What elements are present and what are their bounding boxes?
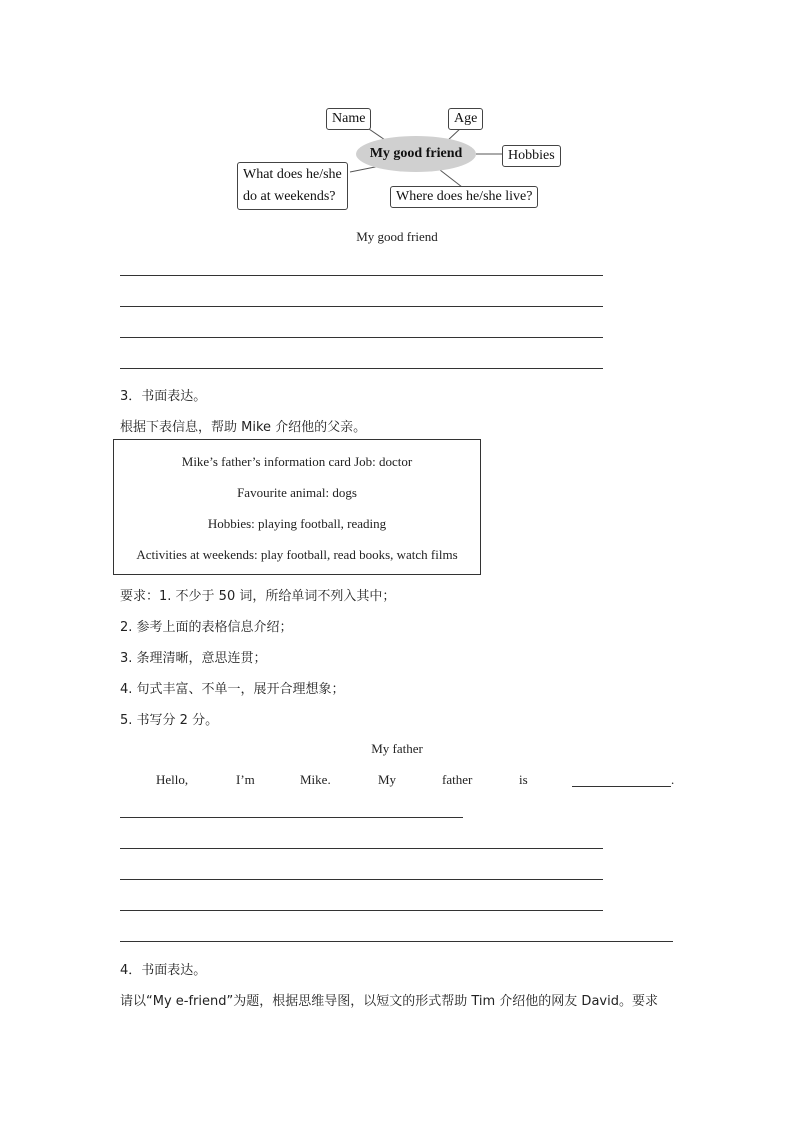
mind-map-name-node: Name xyxy=(326,108,371,130)
opening-period: . xyxy=(671,772,675,787)
info-card-line: Hobbies: playing football, reading xyxy=(207,516,387,531)
info-card-line: Activities at weekends: play football, read books, watch films xyxy=(136,547,458,562)
information-card xyxy=(113,439,481,575)
writing-line[interactable] xyxy=(120,368,603,369)
opening-word: father xyxy=(442,772,473,787)
info-card-line: Favourite animal: dogs xyxy=(237,485,357,500)
mind-map-hobbies-node: Hobbies xyxy=(502,145,561,167)
mind-map-weekends-node xyxy=(237,162,348,210)
opening-word: I’m xyxy=(236,772,255,787)
mind-map-weekends-line1: What does he/she xyxy=(243,167,342,182)
requirement-item: 5. 书写分 2 分。 xyxy=(120,713,219,728)
opening-word: is xyxy=(519,772,528,787)
essay-title-my-father: My father xyxy=(371,741,423,756)
info-card-line: Mike’s father’s information card Job: doctor xyxy=(181,454,413,469)
section-3-instruction: 根据下表信息，帮助 Mike 介绍他的父亲。 xyxy=(120,420,367,435)
section-4-heading: 4．书面表达。 xyxy=(120,963,207,978)
requirement-item: 要求：1. 不少于 50 词，所给单词不列入其中； xyxy=(120,589,396,604)
requirement-item: 2. 参考上面的表格信息介绍； xyxy=(120,620,293,635)
requirement-item: 4. 句式丰富、不单一，展开合理想象； xyxy=(120,682,345,697)
requirement-item: 3. 条理清晰，意思连贯； xyxy=(120,651,267,666)
fill-in-blank[interactable] xyxy=(572,786,671,787)
writing-line[interactable] xyxy=(120,910,603,911)
writing-line[interactable] xyxy=(120,275,603,276)
writing-line[interactable] xyxy=(120,848,603,849)
section-4-instruction: 请以“My e-friend”为题，根据思维导图，以短文的形式帮助 Tim 介绍他的网友 David。要求 xyxy=(120,994,658,1009)
section-3-heading: 3．书面表达。 xyxy=(120,389,207,404)
opening-word: Mike. xyxy=(300,772,331,787)
mind-map-center: My good friend xyxy=(356,136,476,172)
writing-line[interactable] xyxy=(120,817,463,818)
essay-title-good-friend: My good friend xyxy=(356,229,438,244)
mind-map-age-node: Age xyxy=(448,108,483,130)
writing-line[interactable] xyxy=(120,879,603,880)
writing-line[interactable] xyxy=(120,306,603,307)
writing-line[interactable] xyxy=(120,941,673,942)
mind-map-live-node: Where does he/she live? xyxy=(390,186,538,208)
mind-map-weekends-line2: do at weekends? xyxy=(243,189,336,204)
opening-word: Hello, xyxy=(156,772,189,787)
writing-line[interactable] xyxy=(120,337,603,338)
opening-word: My xyxy=(378,772,397,787)
